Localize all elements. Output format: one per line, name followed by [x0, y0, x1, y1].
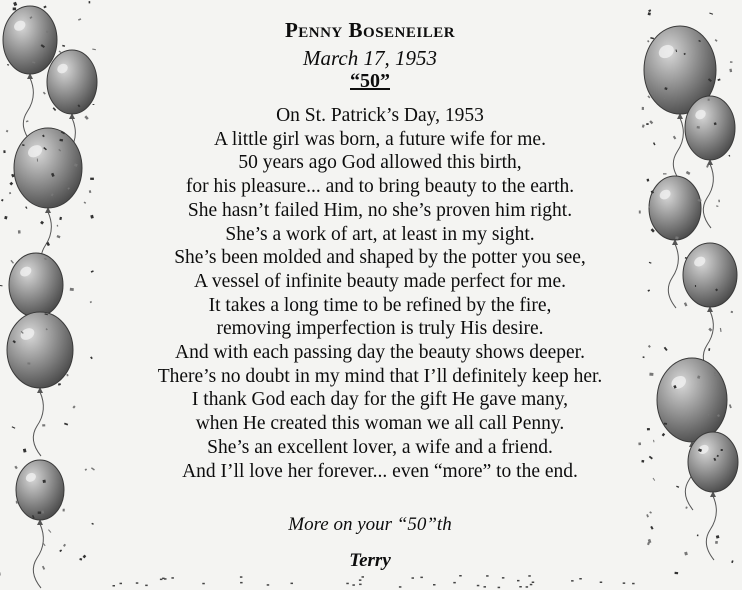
poem-line: And with each passing day the beauty shows deeper.: [175, 342, 585, 364]
confetti-icon: [13, 8, 16, 11]
confetti-icon: [675, 572, 679, 574]
confetti-icon: [9, 192, 11, 194]
confetti-icon: [240, 576, 243, 578]
confetti-icon: [650, 37, 654, 39]
confetti-icon: [648, 9, 651, 12]
confetti-icon: [91, 270, 94, 272]
confetti-icon: [136, 582, 139, 584]
confetti-icon: [359, 579, 362, 581]
confetti-icon: [600, 582, 603, 584]
confetti-icon: [708, 99, 710, 101]
confetti-icon: [346, 583, 349, 585]
confetti-icon: [57, 225, 58, 227]
confetti-icon: [0, 285, 3, 286]
confetti-icon: [352, 584, 355, 586]
confetti-icon: [420, 577, 423, 579]
confetti-icon: [40, 221, 44, 225]
confetti-icon: [498, 587, 501, 589]
confetti-icon: [647, 40, 649, 43]
confetti-icon: [526, 586, 529, 588]
confetti-icon: [59, 51, 62, 53]
poem-line: On St. Patrick’s Day, 1953: [276, 105, 484, 126]
confetti-icon: [486, 575, 489, 577]
confetti-icon: [664, 347, 668, 351]
confetti-icon: [728, 155, 730, 157]
confetti-icon: [484, 586, 487, 588]
person-name: Penny Boseneiler: [284, 18, 456, 42]
poem-line: A little girl was born, a future wife for me.: [214, 128, 546, 150]
confetti-icon: [58, 383, 61, 385]
confetti-icon: [120, 583, 123, 585]
confetti-icon: [63, 509, 65, 512]
confetti-icon: [623, 582, 626, 584]
poem-line: And I’ll love her forever... even “more” to the end.: [182, 460, 578, 482]
confetti-icon: [708, 348, 710, 351]
confetti-icon: [79, 558, 82, 561]
confetti-icon: [57, 235, 61, 238]
poem-line: She hasn’t failed Him, no she’s proven him right.: [187, 199, 573, 221]
confetti-icon: [18, 230, 21, 233]
confetti-icon: [650, 526, 653, 530]
confetti-icon: [662, 433, 666, 437]
confetti-icon: [9, 182, 13, 186]
confetti-icon: [477, 585, 480, 587]
confetti-icon: [267, 584, 270, 586]
birth-date: March 17, 1953: [303, 46, 437, 70]
confetti-icon: [721, 449, 723, 451]
confetti-icon: [90, 301, 92, 303]
confetti-icon: [1, 199, 4, 202]
confetti-icon: [718, 200, 720, 203]
confetti-icon: [720, 328, 722, 332]
confetti-icon: [714, 372, 717, 374]
confetti-icon: [731, 560, 733, 563]
confetti-icon: [399, 586, 402, 588]
confetti-icon: [43, 6, 46, 9]
balloon-icon: [16, 460, 64, 588]
confetti-icon: [14, 466, 17, 470]
confetti-icon: [164, 578, 167, 580]
confetti-icon: [673, 136, 676, 140]
confetti-icon: [12, 426, 16, 429]
confetti-icon: [91, 523, 94, 525]
confetti-icon: [453, 582, 456, 584]
confetti-icon: [48, 529, 51, 533]
confetti-icon: [708, 328, 712, 332]
confetti-icon: [729, 69, 732, 73]
poem-line: She’s a work of art, at least in my sight.: [225, 223, 535, 245]
closing-line: More on your “50”th: [288, 514, 452, 535]
confetti-icon: [62, 45, 65, 47]
confetti-icon: [685, 506, 687, 508]
confetti-icon: [3, 150, 5, 153]
confetti-icon: [64, 423, 68, 426]
confetti-icon: [433, 584, 436, 586]
confetti-icon: [13, 2, 17, 6]
confetti-icon: [113, 585, 116, 587]
confetti-icon: [684, 552, 688, 556]
confetti-icon: [663, 173, 667, 174]
confetti-icon: [59, 217, 62, 220]
poem-line: I thank God each day for the gift He gave many,: [191, 389, 569, 411]
confetti-icon: [66, 374, 68, 376]
confetti-icon: [240, 582, 243, 584]
confetti-icon: [83, 555, 87, 559]
confetti-icon: [145, 585, 148, 587]
confetti-icon: [78, 18, 81, 21]
confetti-icon: [412, 577, 415, 579]
confetti-icon: [359, 584, 362, 586]
confetti-icon: [27, 362, 30, 364]
confetti-icon: [729, 404, 732, 408]
confetti-icon: [70, 288, 74, 291]
poem-line: when He created this woman we all call Penny.: [195, 413, 565, 435]
confetti-icon: [16, 501, 18, 504]
confetti-icon: [706, 164, 709, 167]
confetti-icon: [716, 205, 718, 207]
confetti-icon: [459, 575, 462, 577]
confetti-icon: [649, 511, 652, 514]
confetti-icon: [90, 215, 94, 219]
confetti-icon: [715, 541, 718, 544]
confetti-icon: [709, 13, 713, 15]
confetti-icon: [160, 579, 163, 581]
confetti-icon: [517, 580, 520, 582]
confetti-icon: [647, 95, 650, 98]
confetti-icon: [84, 115, 88, 119]
confetti-icon: [85, 468, 88, 470]
confetti-icon: [63, 544, 66, 547]
confetti-icon: [0, 572, 1, 575]
confetti-icon: [171, 577, 174, 579]
confetti-icon: [43, 480, 46, 483]
confetti-icon: [59, 549, 62, 552]
confetti-icon: [90, 356, 93, 359]
balloon-icon: [688, 432, 738, 560]
confetti-icon: [715, 39, 718, 42]
confetti-icon: [571, 580, 574, 582]
confetti-icon: [42, 424, 45, 426]
confetti-icon: [89, 190, 92, 193]
confetti-icon: [90, 178, 94, 180]
confetti-icon: [25, 206, 27, 209]
confetti-icon: [4, 216, 7, 220]
confetti-icon: [23, 449, 27, 453]
confetti-icon: [530, 584, 533, 586]
confetti-icon: [717, 79, 720, 82]
confetti-icon: [686, 171, 691, 175]
confetti-icon: [291, 583, 294, 585]
poem-line: for his pleasure... and to bring beauty to the earth.: [185, 176, 575, 198]
confetti-icon: [632, 583, 635, 585]
confetti-icon: [731, 311, 733, 313]
confetti-icon: [72, 405, 75, 408]
signature: Terry: [349, 550, 391, 571]
confetti-icon: [579, 578, 582, 580]
age-heading: “50”: [350, 70, 390, 92]
confetti-icon: [730, 61, 733, 63]
confetti-icon: [53, 107, 57, 111]
confetti-icon: [651, 93, 653, 95]
balloon-icon: [683, 243, 737, 375]
confetti-icon: [532, 582, 535, 584]
balloon-icon: [7, 312, 73, 456]
confetti-icon: [684, 302, 688, 306]
poem-line: It takes a long time to be refined by the fire,: [208, 294, 552, 316]
poem-line: A vessel of infinite beauty made perfect for me.: [194, 270, 566, 292]
balloon-icon: [14, 128, 82, 276]
poem-line: There’s no doubt in my mind that I’ll definitely keep her.: [157, 365, 603, 387]
confetti-icon: [697, 535, 699, 537]
confetti-icon: [716, 535, 720, 539]
confetti-icon: [93, 104, 95, 105]
confetti-icon: [42, 566, 45, 570]
confetti-icon: [646, 514, 649, 517]
confetti-icon: [362, 576, 365, 578]
confetti-icon: [519, 586, 522, 588]
confetti-icon: [697, 126, 700, 129]
confetti-icon: [89, 1, 91, 3]
confetti-icon: [528, 575, 531, 577]
confetti-icon: [502, 577, 505, 579]
confetti-icon: [7, 64, 9, 65]
poem-line: She’s been molded and shaped by the potter you see,: [174, 247, 586, 269]
confetti-icon: [84, 202, 87, 204]
confetti-icon: [26, 120, 29, 122]
confetti-icon: [10, 260, 14, 264]
poem-line: removing imperfection is truly His desire.: [216, 318, 544, 340]
confetti-icon: [43, 92, 46, 95]
confetti-icon: [676, 486, 679, 488]
confetti-icon: [92, 49, 96, 51]
confetti-icon: [648, 12, 651, 15]
confetti-icon: [91, 467, 95, 470]
poem-line: 50 years ago God allowed this birth,: [238, 152, 522, 174]
confetti-icon: [6, 130, 9, 133]
poem: [100, 104, 660, 483]
confetti-icon: [202, 583, 205, 585]
poem-line: She’s an excellent lover, a wife and a friend.: [207, 436, 553, 458]
confetti-icon: [38, 512, 41, 514]
confetti-icon: [695, 285, 696, 287]
